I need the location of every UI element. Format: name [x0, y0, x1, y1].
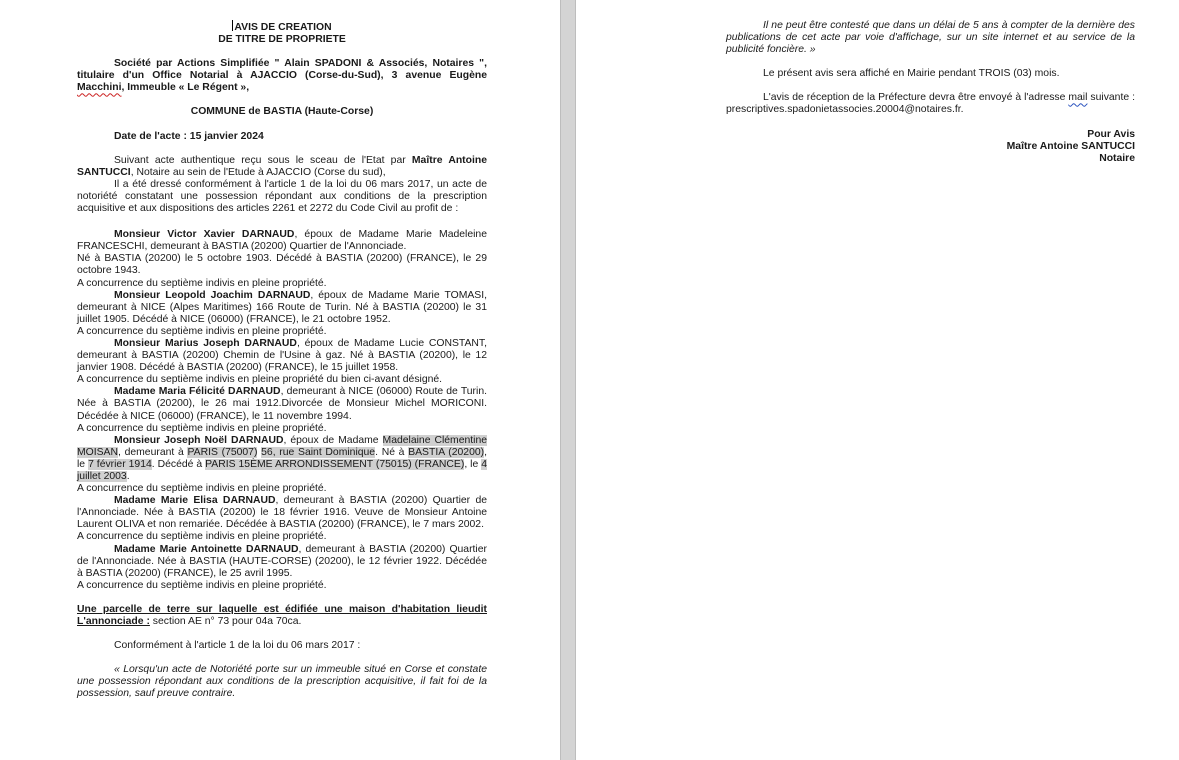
owner-3-share: A concurrence du septième indivis en pleine propriété du bien ci-avant désigné. [77, 374, 443, 386]
highlight-birth-place: BASTIA (20200) [408, 446, 485, 458]
owner-entry-4: Madame Maria Félicité DARNAUD, demeurant à NICE (06000) Route de Turin. Née à BASTIA (20200), le 26 mai 1912.Divorcée de Monsieur Michel MORICONI. Décédée à NICE (06000) (FRANCE), le 11 novembre 1994. [77, 386, 487, 422]
commune-heading: COMMUNE de BASTIA (Haute-Corse) [190, 106, 374, 118]
owner-7-share: A concurrence du septième indivis en pleine propriété. [77, 579, 327, 591]
right-column [726, 20, 1135, 165]
owner-entry-2: Monsieur Leopold Joachim DARNAUD, époux de Madame Marie TOMASI, demeurant à NICE (Alpes Maritimes) 166 Route de Turin. Né à BASTIA (20200) le 31 juillet 1905. Décédé à NICE (06000) (FRANCE), le 21 octobre 1952. [77, 289, 487, 325]
posting-notice: Le présent avis sera affiché en Mairie pendant TROIS (03) mois. [763, 68, 1060, 80]
signature-line1: Pour Avis [1087, 128, 1135, 140]
owner-1-dates: Né à BASTIA (20200) le 5 octobre 1903. Décédé à BASTIA (20200) (FRANCE), le 29 octobre 1943. [77, 253, 487, 277]
highlight-spouse-first: Madelaine Clémentine [382, 434, 488, 446]
act-date: Date de l'acte : 15 janvier 2024 [114, 130, 264, 142]
notary-office-header: Société par Actions Simplifiée " Alain SPADONI & Associés, Notaires ", titulaire d'un Office Notarial à AJACCIO (Corse-du-Sud), 3 avenue Eugène Macchini, Immeuble « Le Régent », [77, 58, 487, 94]
doc-title-line1: AVIS DE CREATION [234, 22, 332, 33]
highlight-spouse-last: MOISAN [77, 446, 118, 458]
receipt-instruction: L'avis de réception de la Préfecture devra être envoyé à l'adresse mail suivante : prescriptives.spadonietassocies.20004@notaires.fr. [726, 92, 1135, 116]
owner-6-share: A concurrence du septième indivis en pleine propriété. [77, 531, 327, 543]
doc-title-line2: DE TITRE DE PROPRIETE [218, 34, 346, 46]
owner-4-share: A concurrence du septième indivis en pleine propriété. [77, 422, 327, 434]
signature-line2: Maître Antoine SANTUCCI [1006, 140, 1135, 152]
owner-entry-5: Monsieur Joseph Noël DARNAUD, époux de Madame Madelaine Clémentine MOISAN, demeurant à PARIS (75007) 56, rue Saint Dominique. Né à BASTIA (20200), le 7 février 1914. Décédé à PARIS 15ÈME ARRONDISSEMENT (75015) (FRANCE), le 4 juillet 2003. [77, 434, 488, 482]
law-reference: Conformément à l'article 1 de la loi du 06 mars 2017 : [114, 640, 361, 652]
owner-5-share: A concurrence du septième indivis en pleine propriété. [77, 483, 327, 495]
owner-entry-3: Monsieur Marius Joseph DARNAUD, époux de Madame Lucie CONSTANT, demeurant à BASTIA (20200) Chemin de l'Usine à gaz. Né à BASTIA (20200), le 12 janvier 1908. Décédé à BASTIA (20200) (FRANCE), le 15 juillet 1958. [77, 337, 487, 374]
intro-paragraph: Suivant acte authentique reçu sous le sceau de l'Etat par Maître Antoine SANTUCCI, Notaire au sein de l'Etude à AJACCIO (Corse du sud), [77, 154, 487, 178]
highlight-death-place: PARIS 15ÈME ARRONDISSEMENT (75015) (FRANCE) [205, 458, 465, 470]
owner-entry-6: Madame Marie Elisa DARNAUD, demeurant à BASTIA (20200) Quartier de l'Annonciade. Née à BASTIA (20200) le 18 février 1916. Veuve de Monsieur Antoine Laurent OLIVA et non remariée. Décédée à BASTIA (20200) (FRANCE), le 7 mars 2002. [77, 495, 488, 531]
highlight-birth-date: 7 février 1914 [88, 458, 152, 470]
left-column [77, 20, 487, 701]
owner-entry-7: Madame Marie Antoinette DARNAUD, demeurant à BASTIA (20200) Quartier de l'Annonciade. Née à BASTIA (HAUTE-CORSE) (20200), le 12 février 1922. Décédée à BASTIA (20200) (FRANCE), le 25 avril 1995. [77, 543, 487, 579]
highlight-death-date: 4 juillet 2003 [77, 458, 488, 482]
owner-2-share: A concurrence du septième indivis en pleine propriété. [77, 325, 327, 337]
notoriety-paragraph: Il a été dressé conformément à l'article 1 de la loi du 06 mars 2017, un acte de notoriété constatant une possession répondant aux conditions de la prescription acquisitive et aux dispositions des articles 2261 et 2272 du Code Civil au profit de : [77, 178, 487, 215]
owner-entry-1: Monsieur Victor Xavier DARNAUD, époux de Madame Marie Madeleine FRANCESCHI, demeurant à BASTIA (20200) Quartier de l'Annonciade. [77, 229, 487, 253]
document-page-left [0, 0, 560, 760]
law-quote-part1: « Lorsqu'un acte de Notoriété porte sur un immeuble situé en Corse et constate une possession répondant aux conditions de la prescription acquisitive, il fait foi de la possession, sauf preuve contraire. [77, 664, 487, 700]
document-page-right [576, 0, 1179, 760]
parcel-description: Une parcelle de terre sur laquelle est édifiée une maison d'habitation lieudit L'annonciade : section AE n° 73 pour 04a 70ca. [77, 603, 487, 628]
owner-1-share: A concurrence du septième indivis en pleine propriété. [77, 277, 327, 289]
law-quote-part2: Il ne peut être contesté que dans un délai de 5 ans à compter de la dernière des publications de cet acte par voie d'affichage, sur un site internet et au service de la publicité foncière. » [726, 20, 1135, 56]
highlight-street: 56, rue Saint Dominique [261, 446, 376, 458]
signature-line3: Notaire [1099, 152, 1135, 164]
page-gutter [560, 0, 576, 760]
highlight-city: PARIS (75007) [187, 446, 258, 458]
